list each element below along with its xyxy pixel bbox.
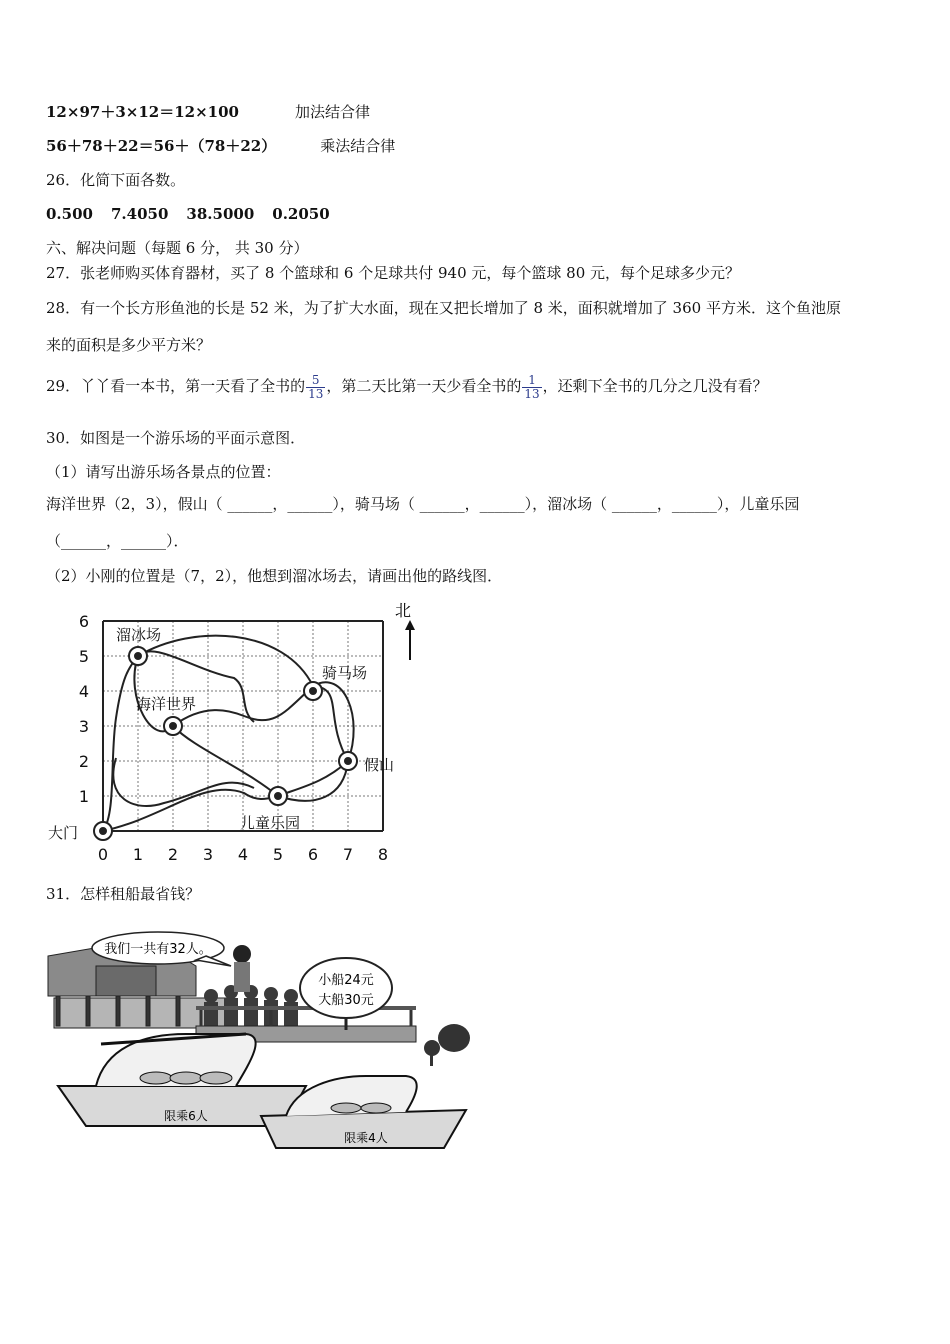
- y-tick-1: 1: [78, 787, 90, 806]
- speech-text: 我们一共有32人。: [104, 942, 212, 957]
- y-tick-6: 6: [78, 612, 90, 631]
- price-small: 小船24元: [318, 973, 374, 988]
- y-tick-3: 3: [78, 717, 90, 736]
- big-boat: [58, 1034, 306, 1126]
- label-ocean: 海洋世界: [136, 695, 197, 713]
- label-gate: 大门: [48, 824, 79, 842]
- label-kids: 儿童乐园: [240, 814, 301, 832]
- y-tick-4: 4: [78, 682, 90, 701]
- y-tick-2: 2: [78, 752, 90, 771]
- big-boat-label: 限乘6人: [164, 1109, 208, 1123]
- trees: [424, 1024, 470, 1066]
- q30-blank-line-2: （______，______）．: [46, 532, 189, 550]
- price-big: 大船30元: [318, 993, 374, 1008]
- label-skating: 溜冰场: [116, 626, 162, 644]
- q29-part-2: ，第二天比第一天少看全书的: [326, 377, 522, 395]
- y-tick-5: 5: [78, 647, 90, 666]
- q26-number-2: 7.4050: [110, 205, 169, 223]
- small-boat-label: 限乘4人: [344, 1131, 388, 1145]
- x-tick-0: 0: [97, 845, 109, 864]
- label-rockery: 假山: [364, 756, 395, 774]
- north-label: 北: [394, 601, 412, 620]
- q29-part-1: 29．丫丫看一本书，第一天看了全书的: [46, 377, 306, 395]
- north-arrow: [395, 601, 415, 660]
- q28-line-1: 28．有一个长方形鱼池的长是 52 米，为了扩大水面，现在又把长增加了 8 米，面积就增加了 360 平方米．这个鱼池原: [46, 299, 841, 317]
- x-tick-8: 8: [377, 845, 389, 864]
- price-sign: [300, 958, 392, 1030]
- q25-row-2: [46, 136, 395, 156]
- q26-number-4: 0.2050: [272, 205, 330, 223]
- q29-text: [46, 368, 768, 404]
- x-tick-7: 7: [342, 845, 354, 864]
- x-tick-5: 5: [272, 845, 284, 864]
- q30-blank-line-1: 海洋世界（2，3），假山（ ______，______），骑马场（ ______，______），溜冰场（ ______，______），儿童乐园: [46, 495, 800, 513]
- x-tick-3: 3: [202, 845, 214, 864]
- q25-row2-law: 乘法结合律: [320, 137, 396, 155]
- q26-number-3: 38.5000: [186, 205, 255, 223]
- x-tick-2: 2: [167, 845, 179, 864]
- q29-fraction-2: $\frac{1}{13}$: [524, 372, 540, 401]
- boat-illustration: [46, 926, 476, 1156]
- q29-part-3: ，还剩下全书的几分之几没有看？: [542, 377, 768, 395]
- q26-numbers: [46, 204, 330, 224]
- q28-line-2: 来的面积是多少平方米？: [46, 336, 212, 354]
- q25-row1-expression: 12×97＋3×12＝12×100: [46, 103, 239, 121]
- q25-row1-law: 加法结合律: [294, 103, 370, 121]
- q30-sub-2: （2）小刚的位置是（7，2），他想到溜冰场去，请画出他的路线图．: [46, 567, 503, 585]
- q30-sub-1: （1）请写出游乐场各景点的位置：: [46, 463, 281, 481]
- q26-title: 26．化简下面各数。: [46, 171, 186, 189]
- x-tick-1: 1: [132, 845, 144, 864]
- q27-text: 27．张老师购买体育器材，买了 8 个篮球和 6 个足球共付 940 元，每个篮球 80 元，每个足球多少元？: [46, 264, 741, 282]
- q29-fraction-1: $\frac{5}{13}$: [308, 372, 324, 401]
- section-6-title: 六、解决问题（每题 6 分， 共 30 分）: [46, 239, 309, 257]
- q31-title: 31．怎样租船最省钱？: [46, 885, 201, 903]
- q30-title: 30．如图是一个游乐场的平面示意图．: [46, 429, 306, 447]
- park-map: [44, 598, 424, 870]
- x-tick-4: 4: [237, 845, 249, 864]
- x-tick-6: 6: [307, 845, 319, 864]
- q26-number-1: 0.500: [46, 205, 93, 223]
- q25-row2-expression: 56＋78＋22＝56＋（78＋22）: [46, 137, 277, 155]
- q25-row-1: [46, 102, 370, 122]
- label-horse: 骑马场: [322, 664, 368, 682]
